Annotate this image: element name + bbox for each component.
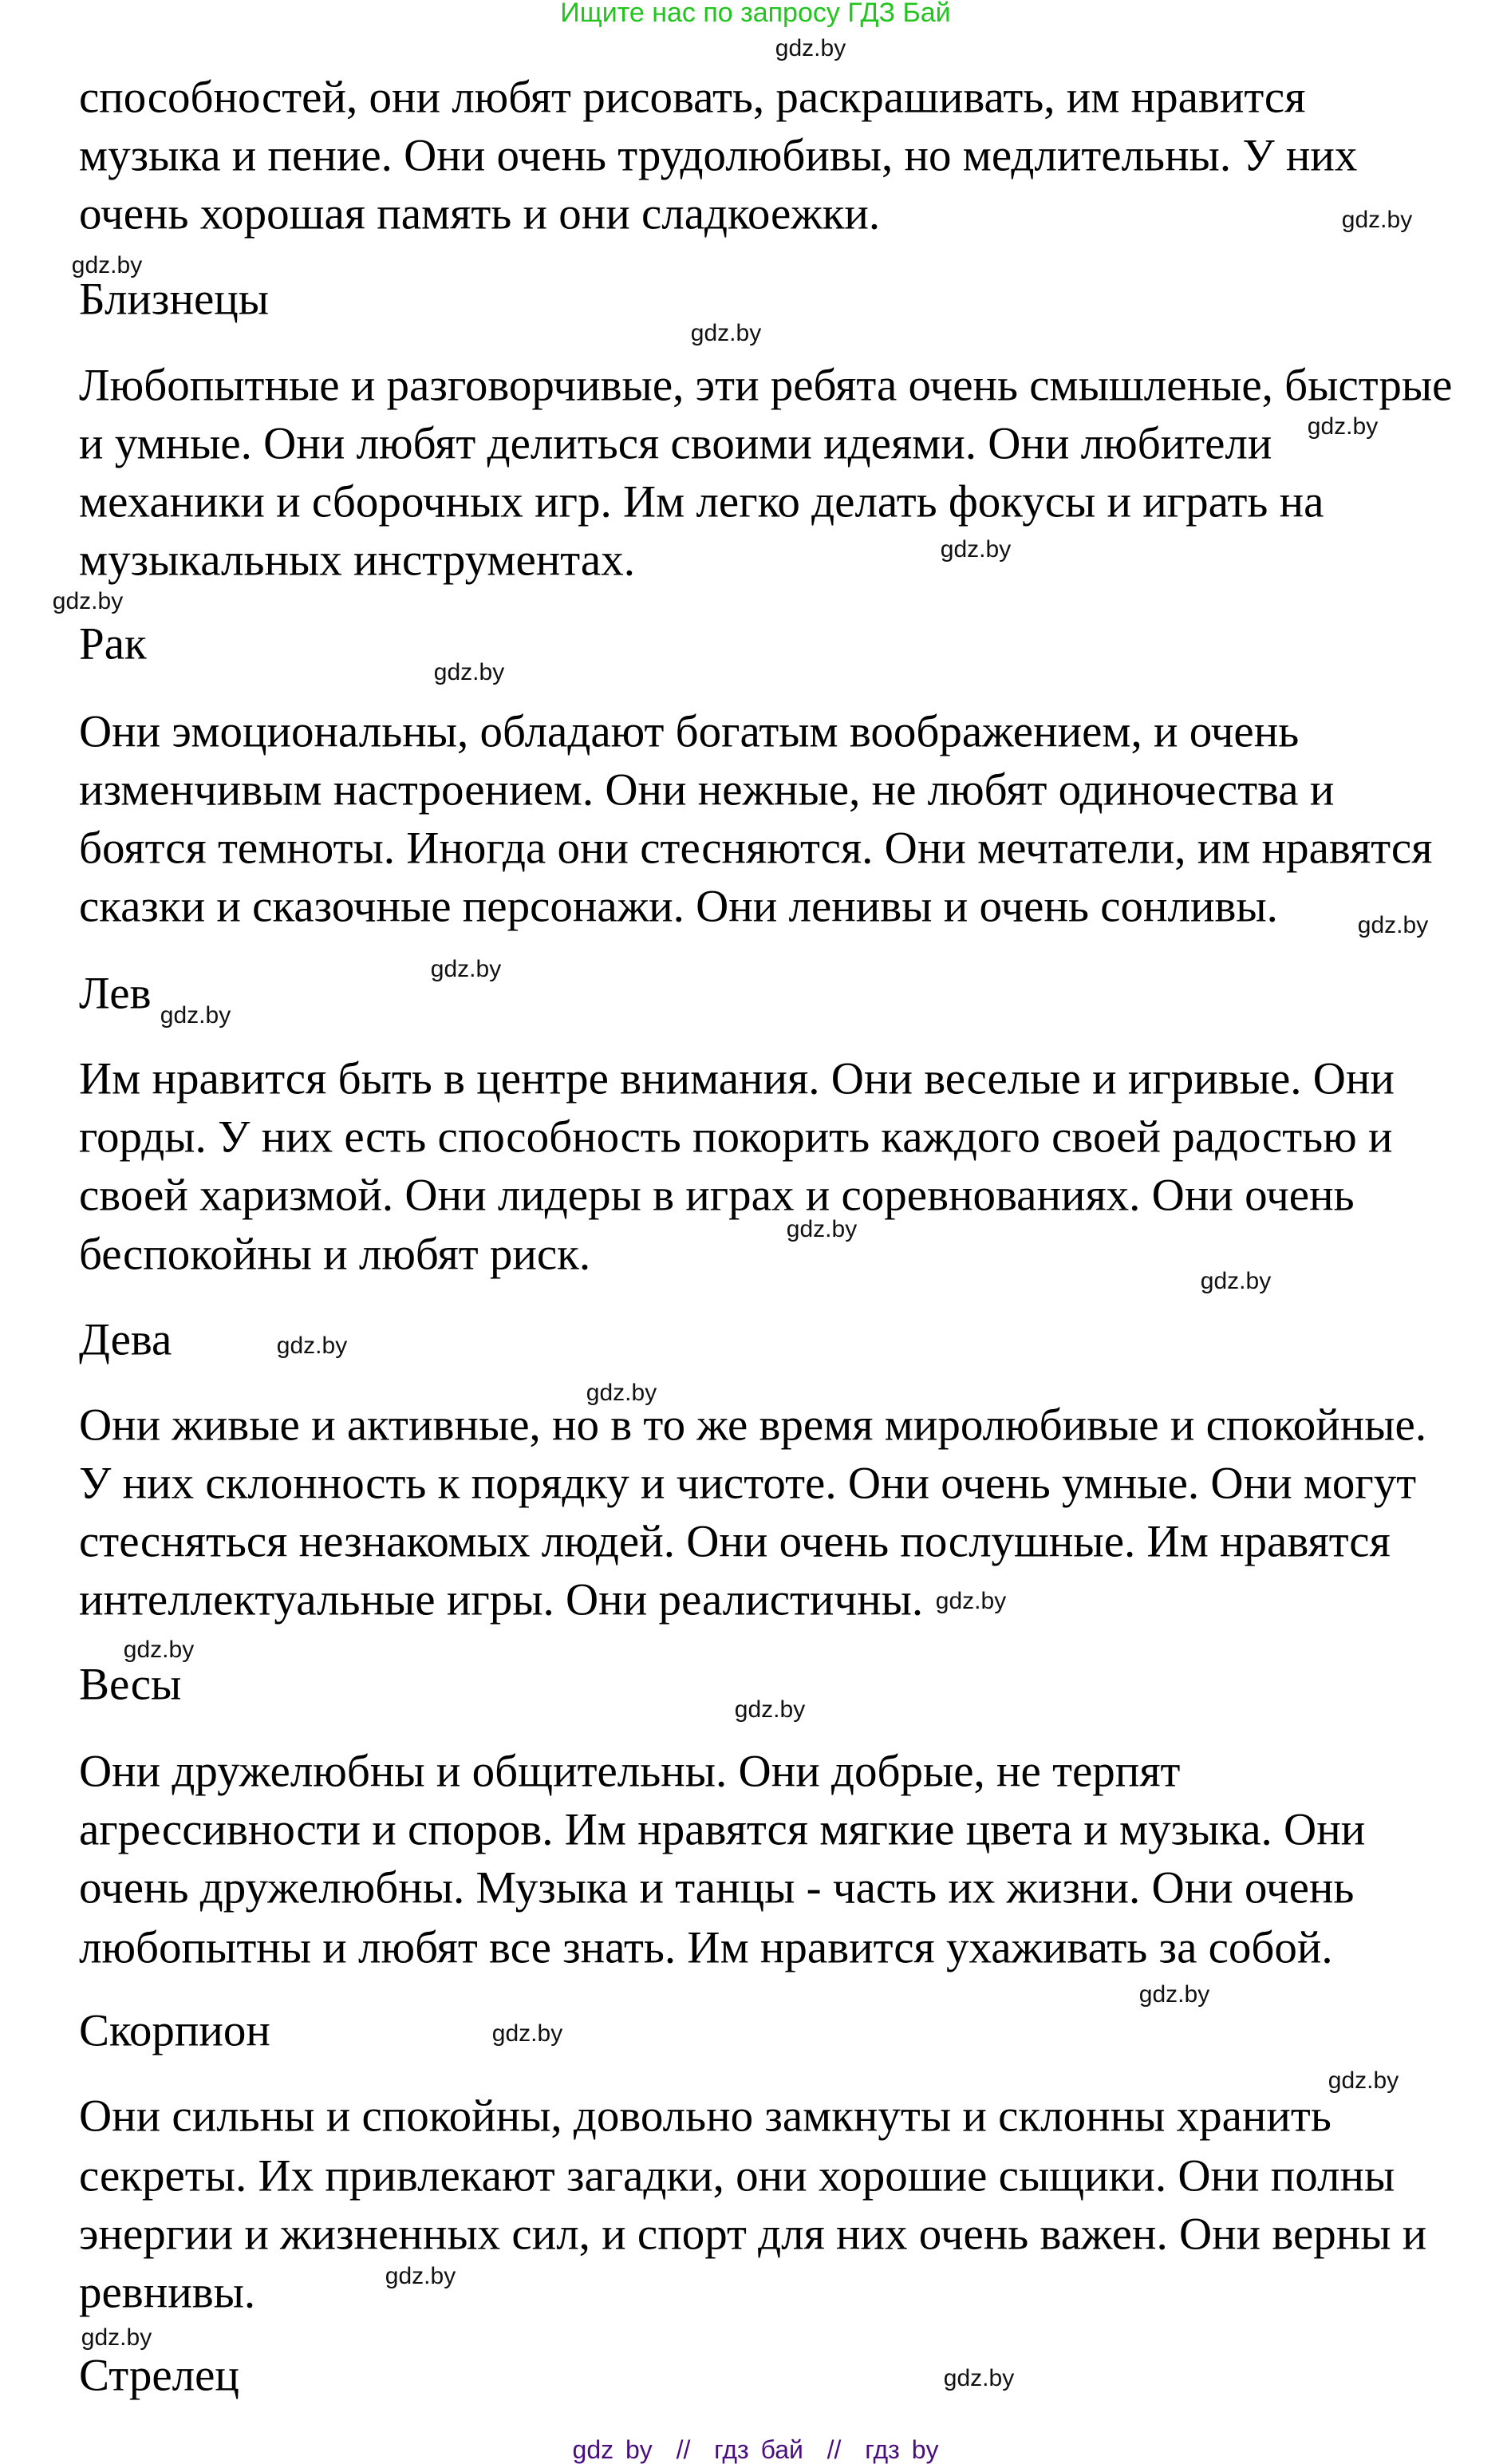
section-line: энергии и жизненных сил, и спорт для них очень важен. Они верны и	[79, 2209, 1427, 2260]
section-title-libra: Весы	[79, 1659, 182, 1710]
section-line: ревнивы.	[79, 2267, 256, 2318]
section-line: и умные. Они любят делиться своими идеями. Они любители	[79, 418, 1272, 469]
section-line: агрессивности и споров. Им нравятся мягкие цвета и музыка. Они	[79, 1804, 1366, 1855]
section-line: боятся темноты. Иногда они стесняются. Они мечтатели, им нравятся	[79, 823, 1433, 874]
watermark: gdz.by	[1200, 1268, 1272, 1294]
intro-line: способностей, они любят рисовать, раскрашивать, им нравится	[79, 72, 1306, 123]
watermark: gdz.by	[160, 1002, 231, 1029]
watermark: gdz.by	[52, 588, 124, 614]
watermark: gdz.by	[786, 1216, 858, 1242]
watermark: gdz.by	[775, 35, 846, 61]
footer-links: gdz by // гдз бай // гдз by	[572, 2435, 939, 2464]
section-line: сказки и сказочные персонажи. Они ленивы и очень сонливы.	[79, 881, 1278, 932]
section-line: горды. У них есть способность покорить каждого своей радостью и	[79, 1112, 1393, 1163]
watermark: gdz.by	[1307, 413, 1379, 440]
section-line: интеллектуальные игры. Они реалистичны.	[79, 1574, 924, 1625]
watermark: gdz.by	[940, 536, 1012, 563]
section-line: Они эмоциональны, обладают богатым воображением, и очень	[79, 706, 1300, 757]
watermark: gdz.by	[935, 1588, 1007, 1614]
watermark: gdz.by	[1341, 207, 1413, 233]
intro-line: очень хорошая память и они сладкоежки.	[79, 188, 881, 239]
section-line: секреты. Их привлекают загадки, они хорошие сыщики. Они полны	[79, 2150, 1395, 2201]
search-banner: Ищите нас по запросу ГДЗ Бай	[560, 0, 951, 28]
section-title-sagittarius: Стрелец	[79, 2350, 239, 2401]
watermark: gdz.by	[276, 1333, 348, 1359]
watermark: gdz.by	[690, 320, 762, 346]
section-line: Они живые и активные, но в то же время миролюбивые и спокойные.	[79, 1400, 1427, 1451]
section-title-cancer: Рак	[79, 618, 147, 669]
watermark: gdz.by	[71, 252, 143, 278]
section-line: очень дружелюбны. Музыка и танцы - часть их жизни. Они очень	[79, 1862, 1355, 1913]
section-line: беспокойны и любят риск.	[79, 1229, 591, 1280]
watermark: gdz.by	[123, 1637, 195, 1663]
intro-line: музыка и пение. Они очень трудолюбивы, но медлительны. У них	[79, 130, 1358, 181]
section-line: У них склонность к порядку и чистоте. Они очень умные. Они могут	[79, 1458, 1417, 1509]
section-title-leo: Лев	[79, 968, 152, 1019]
watermark: gdz.by	[1357, 912, 1429, 938]
section-line: Любопытные и разговорчивые, эти ребята очень смышленые, быстрые	[79, 360, 1453, 411]
section-title-gemini: Близнецы	[79, 274, 270, 325]
section-line: любопытны и любят все знать. Им нравится ухаживать за собой.	[79, 1922, 1333, 1973]
section-line: изменчивым настроением. Они нежные, не любят одиночества и	[79, 764, 1335, 815]
watermark: gdz.by	[430, 956, 502, 982]
watermark: gdz.by	[1138, 1981, 1210, 2008]
watermark: gdz.by	[734, 1696, 806, 1723]
section-line: механики и сборочных игр. Им легко делать фокусы и играть на	[79, 476, 1324, 527]
section-title-scorpio: Скорпион	[79, 2005, 270, 2056]
section-line: своей харизмой. Они лидеры в играх и соревнованиях. Они очень	[79, 1170, 1355, 1221]
section-line: Им нравится быть в центре внимания. Они веселые и игривые. Они	[79, 1053, 1395, 1104]
watermark: gdz.by	[1328, 2067, 1399, 2094]
section-title-virgo: Дева	[79, 1314, 172, 1365]
watermark: gdz.by	[491, 2020, 563, 2047]
section-line: музыкальных инструментах.	[79, 535, 635, 586]
watermark: gdz.by	[433, 659, 505, 685]
watermark: gdz.by	[385, 2263, 456, 2289]
section-line: стесняться незнакомых людей. Они очень послушные. Им нравятся	[79, 1516, 1391, 1567]
watermark: gdz.by	[943, 2365, 1015, 2391]
section-line: Они дружелюбны и общительны. Они добрые, не терпят	[79, 1746, 1181, 1797]
section-line: Они сильны и спокойны, довольно замкнуты и склонны хранить	[79, 2091, 1331, 2142]
watermark: gdz.by	[81, 2324, 152, 2351]
watermark: gdz.by	[586, 1380, 657, 1406]
